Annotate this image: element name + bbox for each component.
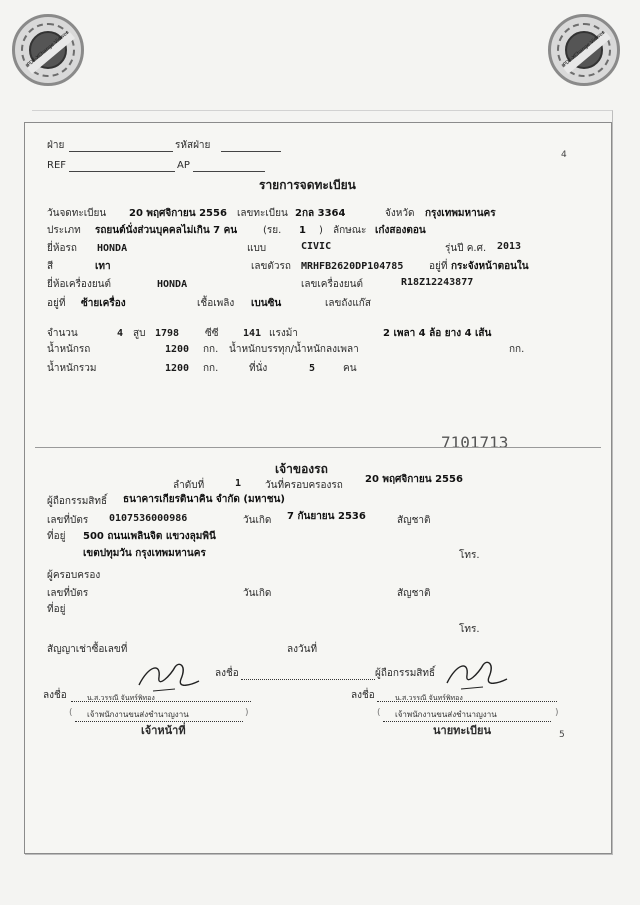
- count-label: จำนวน: [47, 328, 78, 339]
- possessor-dob-label: วันเกิด: [243, 588, 272, 599]
- section-divider: [35, 447, 601, 448]
- seat-label: ที่นั่ง: [249, 363, 268, 374]
- registrar-signature: [443, 653, 513, 697]
- reg-date-label: วันจดทะเบียน: [47, 208, 107, 219]
- brand-label: ยี่ห้อรถ: [47, 243, 77, 254]
- possessor-id-label: เลขที่บัตร: [47, 588, 89, 599]
- page-number-bottom: 5: [559, 730, 565, 740]
- gas-label: เลขถังแก๊ส: [325, 298, 371, 309]
- officer-signature: [135, 655, 205, 699]
- sign-label-right: ลงชื่อ: [351, 690, 375, 701]
- reg-date-value: 20 พฤศจิกายน 2556: [129, 208, 227, 219]
- owner-dob-value: 7 กันยายน 2536: [287, 511, 366, 522]
- chassis-label: เลขตัวรถ: [251, 261, 291, 272]
- chassis-value: MRHFB2620DP104785: [301, 261, 404, 272]
- owner-tel-label: โทร.: [459, 550, 480, 561]
- sign-label-left: ลงชื่อ: [43, 690, 67, 701]
- gross-label: น้ำหนักรวม: [47, 363, 97, 374]
- officer-title: เจ้าหน้าที่: [141, 724, 186, 737]
- possessor-tel-label: โทร.: [459, 624, 480, 635]
- officer-paren-open: (: [69, 708, 73, 718]
- year-value: 2013: [497, 241, 522, 252]
- fuel-label: เชื้อเพลิง: [197, 298, 235, 309]
- possessor-label: ผู้ครอบครอง: [47, 570, 101, 581]
- holder-value: ธนาคารเกียรตินาคิน จำกัด (มหาชน): [123, 494, 285, 505]
- chassis-location-label: อยู่ที่: [429, 261, 448, 272]
- registrar-name: น.ส.วรรณี จันทร์พิทอง: [395, 694, 463, 702]
- cc-label: ซีซี: [205, 328, 219, 339]
- load-label: น้ำหนักบรรทุก/น้ำหนักลงเพลา: [229, 344, 359, 355]
- reg-no-value: 2กล 3364: [295, 208, 346, 219]
- holder-sign-label: ผู้ถือกรรมสิทธิ์: [375, 668, 436, 679]
- hp-value: 141: [243, 328, 262, 339]
- province-label: จังหวัด: [385, 208, 415, 219]
- holder-label: ผู้ถือกรรมสิทธิ์: [47, 496, 108, 507]
- type-value: รถยนต์นั่งส่วนบุคคลไม่เกิน 7 คน: [95, 225, 238, 236]
- gross-value: 1200: [165, 363, 190, 374]
- cc-value: 1798: [155, 328, 180, 339]
- registrar-subtitle: เจ้าพนักงานขนส่งชำนาญงาน: [395, 710, 497, 719]
- color-value: เทา: [95, 261, 111, 272]
- rs-close: ): [319, 225, 323, 236]
- owner-addr-line2: เขตปทุมวัน กรุงเทพมหานคร: [83, 548, 206, 559]
- owner-id-value: 0107536000986: [109, 513, 188, 524]
- owner-order-value: 1: [235, 478, 242, 489]
- officer-paren-line: [75, 721, 243, 722]
- serial-number: 7101713: [441, 433, 509, 452]
- header-ap-line: [193, 171, 265, 172]
- header-ref-label: REF: [47, 160, 67, 171]
- owner-addr-label: ที่อยู่: [47, 531, 66, 542]
- header-field1-line: [69, 151, 173, 152]
- header-ap-label: AP: [177, 160, 190, 171]
- header-field2-line: [221, 151, 281, 152]
- header-field1-label: ฝ่าย: [47, 140, 65, 151]
- engine-location-label: อยู่ที่: [47, 298, 66, 309]
- engine-brand-label: ยี่ห้อเครื่องยนต์: [47, 279, 112, 290]
- owner-addr-line1: 500 ถนนเพลินจิต แขวงลุมพินี: [83, 531, 216, 542]
- header-ref-line: [69, 171, 175, 172]
- owner-date-label: วันที่ครอบครองรถ: [265, 480, 343, 491]
- char-value: เก๋งสองตอน: [375, 225, 426, 236]
- owner-date-value: 20 พฤศจิกายน 2556: [365, 474, 463, 485]
- brand-value: HONDA: [97, 243, 128, 254]
- stamp-text: PDF-XChange Viewer: [562, 29, 606, 69]
- engine-no-value: R18Z12243877: [401, 277, 474, 288]
- page-number-top: 4: [561, 150, 567, 160]
- officer-subtitle: เจ้าพนักงานขนส่งชำนาญงาน: [87, 710, 189, 719]
- rs-value: 1: [299, 225, 306, 236]
- sign-label-top: ลงชื่อ: [215, 668, 239, 679]
- owner-dob-label: วันเกิด: [243, 515, 272, 526]
- rs-label: (รย.: [263, 225, 282, 236]
- load-unit: กก.: [509, 344, 525, 355]
- watermark-stamp-left: [12, 14, 84, 86]
- registrar-paren-line: [383, 721, 551, 722]
- engine-no-label: เลขเครื่องยนต์: [301, 279, 363, 290]
- officer-name: น.ส.วรรณี จันทร์พิทอง: [87, 694, 155, 702]
- hp-label: แรงม้า: [269, 328, 298, 339]
- registrar-title: นายทะเบียน: [433, 724, 492, 737]
- registration-title: รายการจดทะเบียน: [259, 178, 356, 192]
- reg-no-label: เลขทะเบียน: [237, 208, 288, 219]
- chassis-location-value: กระจังหน้าตอนใน: [451, 261, 529, 272]
- axle-value: 2 เพลา 4 ล้อ ยาง 4 เส้น: [383, 328, 492, 339]
- type-label: ประเภท: [47, 225, 81, 236]
- officer-paren-close: ): [245, 708, 249, 718]
- weight-value: 1200: [165, 344, 190, 355]
- lease-label: สัญญาเช่าซื้อเลขที่: [47, 644, 128, 655]
- sign-line-top: [241, 679, 375, 680]
- fuel-value: เบนซิน: [251, 298, 282, 309]
- owner-id-label: เลขที่บัตร: [47, 515, 89, 526]
- stamp-text: PDF-XChange Viewer: [26, 29, 70, 69]
- document-page: [24, 122, 612, 854]
- model-label: แบบ: [247, 243, 267, 254]
- header-field2-label: รหัสฝ่าย: [175, 140, 211, 151]
- engine-location-value: ซ้ายเครื่อง: [81, 298, 126, 309]
- cylinder-label: สูบ: [133, 328, 146, 339]
- gross-unit: กก.: [203, 363, 219, 374]
- char-label: ลักษณะ: [333, 225, 367, 236]
- engine-brand-value: HONDA: [157, 279, 188, 290]
- owner-nation-label: สัญชาติ: [397, 515, 431, 526]
- weight-label: น้ำหนักรถ: [47, 344, 91, 355]
- registrar-paren-open: (: [377, 708, 381, 718]
- lease-date-label: ลงวันที่: [287, 644, 318, 655]
- year-label: รุ่นปี ค.ศ.: [445, 243, 487, 254]
- province-value: กรุงเทพมหานคร: [425, 208, 496, 219]
- cylinder-value: 4: [117, 328, 124, 339]
- model-value: CIVIC: [301, 241, 332, 252]
- watermark-stamp-right: [548, 14, 620, 86]
- owner-order-label: ลำดับที่: [173, 480, 205, 491]
- seat-value: 5: [309, 363, 316, 374]
- owner-title: เจ้าของรถ: [275, 462, 328, 476]
- seat-unit: คน: [343, 363, 357, 374]
- registrar-paren-close: ): [555, 708, 559, 718]
- weight-unit: กก.: [203, 344, 219, 355]
- color-label: สี: [47, 261, 54, 272]
- possessor-addr-label: ที่อยู่: [47, 604, 66, 615]
- possessor-nation-label: สัญชาติ: [397, 588, 431, 599]
